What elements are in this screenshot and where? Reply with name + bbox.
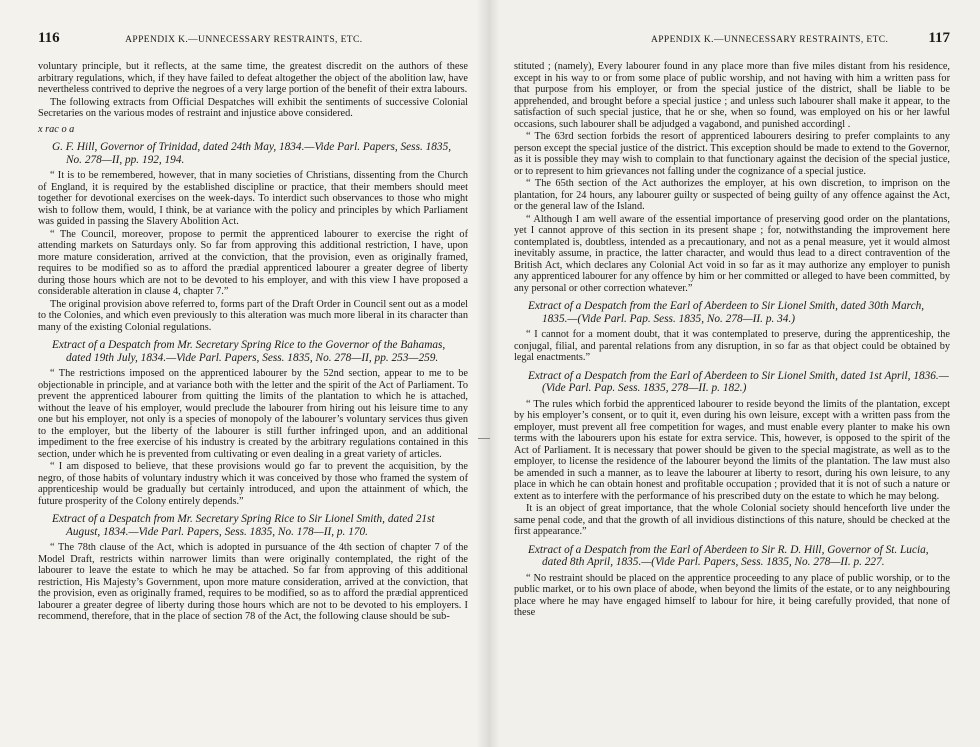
extract-heading: Extract of a Despatch from the Earl of Aberdeen to Sir Lionel Smith, dated 1st April, 1836.—(Vide Parl. Pap. Sess. 1835, 278—II. p. 182.): [528, 369, 949, 394]
quotation: stituted ; (namely), Every labourer found in any place more than five miles distant from his residence, except in his way to or from some place of public worship, and not having with him a written pass for that purpose from his employer, or from the special justice of the district, shall be liable to be apprehended, and brought before a special justice ; and unless such labourer shall make it appear, to the satisfaction of such special justice, that he or she, when so found, was employed on his or her lawful occasions, such labourer shall be adjudged a vagabond, and punished accordingl .: [514, 61, 950, 130]
gutter-dash: [478, 438, 490, 439]
left-page-number: 116: [38, 30, 60, 46]
right-page-text: [514, 61, 950, 619]
left-running-head: [38, 30, 468, 47]
left-page-text: [38, 61, 468, 623]
quotation: “ The rules which forbid the apprenticed labourer to reside beyond the limits of the plantation, except by his employer’s consent, or to quit it, even during his own leisure, except with a written pass from the employer, must prevent all free competition for wages, and must enable every planter to make his own terms with the labourers upon his estate for extra service. This, however, is opposed to the spirit of the Act of Parliament. It is necessary that power should be given to the special magistrate, as well as to the employer, to license the residence of the labourer beyond the limits of the plantation. The law must also be amended in such a manner, as to leave the labourer at liberty to resort, during his own leisure, to any place in which he can obtain honest and profitable occupation ; provided that it is not of such a nature or extent as to interfere with the performance of his prescribed duty on the estate to which he may belong.: [514, 398, 950, 502]
right-running-title: APPENDIX K.—UNNECESSARY RESTRAINTS, ETC.: [650, 35, 889, 45]
extract-heading: G. F. Hill, Governor of Trinidad, dated 24th May, 1834.—Vide Parl. Papers, Sess. 1835, No. 278—II, pp. 192, 194.: [52, 141, 452, 166]
paragraph: voluntary principle, but it reflects, at the same time, the greatest discredit on the authors of these arbitrary regulations, which, if they have failed to defeat altogether the object of the abolition law, have nevertheless contrived to deprive the negroes of a very large portion of the benefit of their extra labours.: [38, 61, 468, 95]
quotation: “ It is to be remembered, however, that in many societies of Christians, dissenting from the Church of England, it is required by the established discipline or practice, that their members should meet together for devotional exercises on the week-days. To interdict such observances to those who might wish to follow them, would, I think, be at variance with the policy and principles by which Parliament was guided in passing the Slavery Abolition Act.: [38, 170, 468, 227]
extract-heading: Extract of a Despatch from Mr. Secretary Spring Rice to the Governor of the Bahamas, dated 19th July, 1834.—Vide Parl. Papers, Sess. 1835, No. 278—II, pp. 253—259.: [52, 339, 446, 364]
extract-heading: Extract of a Despatch from the Earl of Aberdeen to Sir Lionel Smith, dated 30th March, 1835.—(Vide Parl. Pap. Sess. 1835, No. 278—II. p. 34.): [528, 300, 925, 325]
quotation: “ I cannot for a moment doubt, that it was contemplated to preserve, during the apprenticeship, the conjugal, filial, and parental relations from any disruption, in so far as that object could be obtained by legal enactments.”: [514, 329, 950, 363]
extract-heading: Extract of a Despatch from the Earl of Aberdeen to Sir R. D. Hill, Governor of St. Lucia, dated 8th April, 1835.—(Vide Parl. Papers, Sess. 1835, No. 278—II. p. 227.: [528, 543, 929, 568]
quotation: “ The 65th section of the Act authorizes the employer, at his own discretion, to imprison on the plantation, for 24 hours, any labourer guilty or suspected of being guilty of any offence against the Act, or the general law of the Island.: [514, 178, 950, 212]
right-page-number: 117: [928, 30, 950, 46]
quotation: It is an object of great importance, that the whole Colonial society should henceforth live under the same penal code, and that the growth of all invidious distinctions of this nature, should be checked at the first appearance.”: [514, 503, 950, 537]
left-running-title: APPENDIX K.—UNNECESSARY RESTRAINTS, ETC.: [125, 35, 363, 45]
quotation: “ The 63rd section forbids the resort of apprenticed labourers desiring to prefer complaints to any person except the special justice of the district. This exception should be made to extend to the Governor, as it is possible they may wish to complain to that functionary against the decision of the special justice, or to represent to him grievances not falling under the cognizance of a special justice.: [514, 131, 950, 177]
quotation: “ No restraint should be placed on the apprentice proceeding to any place of public worship, or to the public market, or to his own place of abode, when beyond the limits of the estate, or to any neighbouring place where he may have engaged himself to labour for hire, it being carefully provided, that none of these: [514, 572, 950, 618]
right-page: [490, 0, 980, 747]
quotation: “ The Council, moreover, propose to permit the apprenticed labourer to exercise the right of attending markets on Saturdays only. So far from approving this additional restriction, I have, upon more mature consideration, arrived at the conviction, that the provision, even as originally framed, requires to be modified so as to afford the prædial apprenticed labourer a greater degree of liberty during those hours which are not to be devoted to his employer, and with this view I have proposed a considerable alteration in clause 4, chapter 7.”: [38, 228, 468, 297]
quotation: “ The 78th clause of the Act, which is adopted in pursuance of the 4th section of chapter 7 of the Model Draft, restricts within narrower limits than were originally contemplated, the right of the labourer to leave the estate to which he may be attached. So far from approving of this additional restriction, His Majesty’s Government, upon more mature consideration, arrived at the conviction, that the provision, even as originally framed, requires to be modified, so as to afford the prædial apprenticed labourer a greater degree of liberty during those hours which are not to be devoted to his employers. I recommend, therefore, that in the place of section 78 of the Act, the following clause should be sub-: [38, 542, 468, 622]
right-running-head: [514, 30, 950, 47]
paragraph: The original provision above referred to, forms part of the Draft Order in Council sent out as a model to the Colonies, and which even previously to this alteration was much more liberal in its character than many of the existing Colonial regulations.: [38, 298, 468, 333]
garbled-heading-fragment: x rac o a: [38, 123, 75, 135]
quotation: “ I am disposed to believe, that these provisions would go far to prevent the acquisition, by the negro, of those habits of voluntary industry which it was conceived by those who framed the system of apprenticeship would be gradually but certainly introduced, and upon the attainment of which, the future prosperity of the Colony entirely depends.”: [38, 461, 468, 507]
paragraph: The following extracts from Official Despatches will exhibit the sentiments of successive Colonial Secretaries on the various modes of restraint and injustice above considered.: [38, 96, 468, 119]
quotation: “ The restrictions imposed on the apprenticed labourer by the 52nd section, appear to me to be objectionable in principle, and at variance both with the letter and the spirit of the Act of Parliament. To prevent the apprenticed labourer from quitting the limits of the plantation to which he is attached, without the leave of his employer, would preclude the labourer from hiring out his leisure time to any one but his employer, not only is a species of monopoly of the labourer’s voluntary services thus given to the employer, but the liberty of the labourer is still further infringed upon, and an additional impediment to the free exercise of his industry is created by the arbitrary regulations contained in this section, under which he is prevented from cultivating or even dealing in a great variety of articles.: [38, 368, 468, 460]
extract-heading: Extract of a Despatch from Mr. Secretary Spring Rice to Sir Lionel Smith, dated 21st August, 1834.—Vide Parl. Papers, Sess. 1835, No. 178—II, p. 170.: [52, 513, 435, 538]
quotation: “ Although I am well aware of the essential importance of preserving good order on the plantations, yet I cannot approve of this section in its present shape ; for, notwithstanding the improvement here contemplated is, doubtless, intended as a precautionary, and not as a penal measure, yet it would almost inevitably assume, in practice, the latter character, and would thus lead to a direct contravention of the British Act, which declares any Colonial Act void in so far as it may authorize any employer to punish any apprenticed labourer for any offence by him or her committed or alleged to have been committed, by any personal or other correction whatever.”: [514, 213, 950, 294]
